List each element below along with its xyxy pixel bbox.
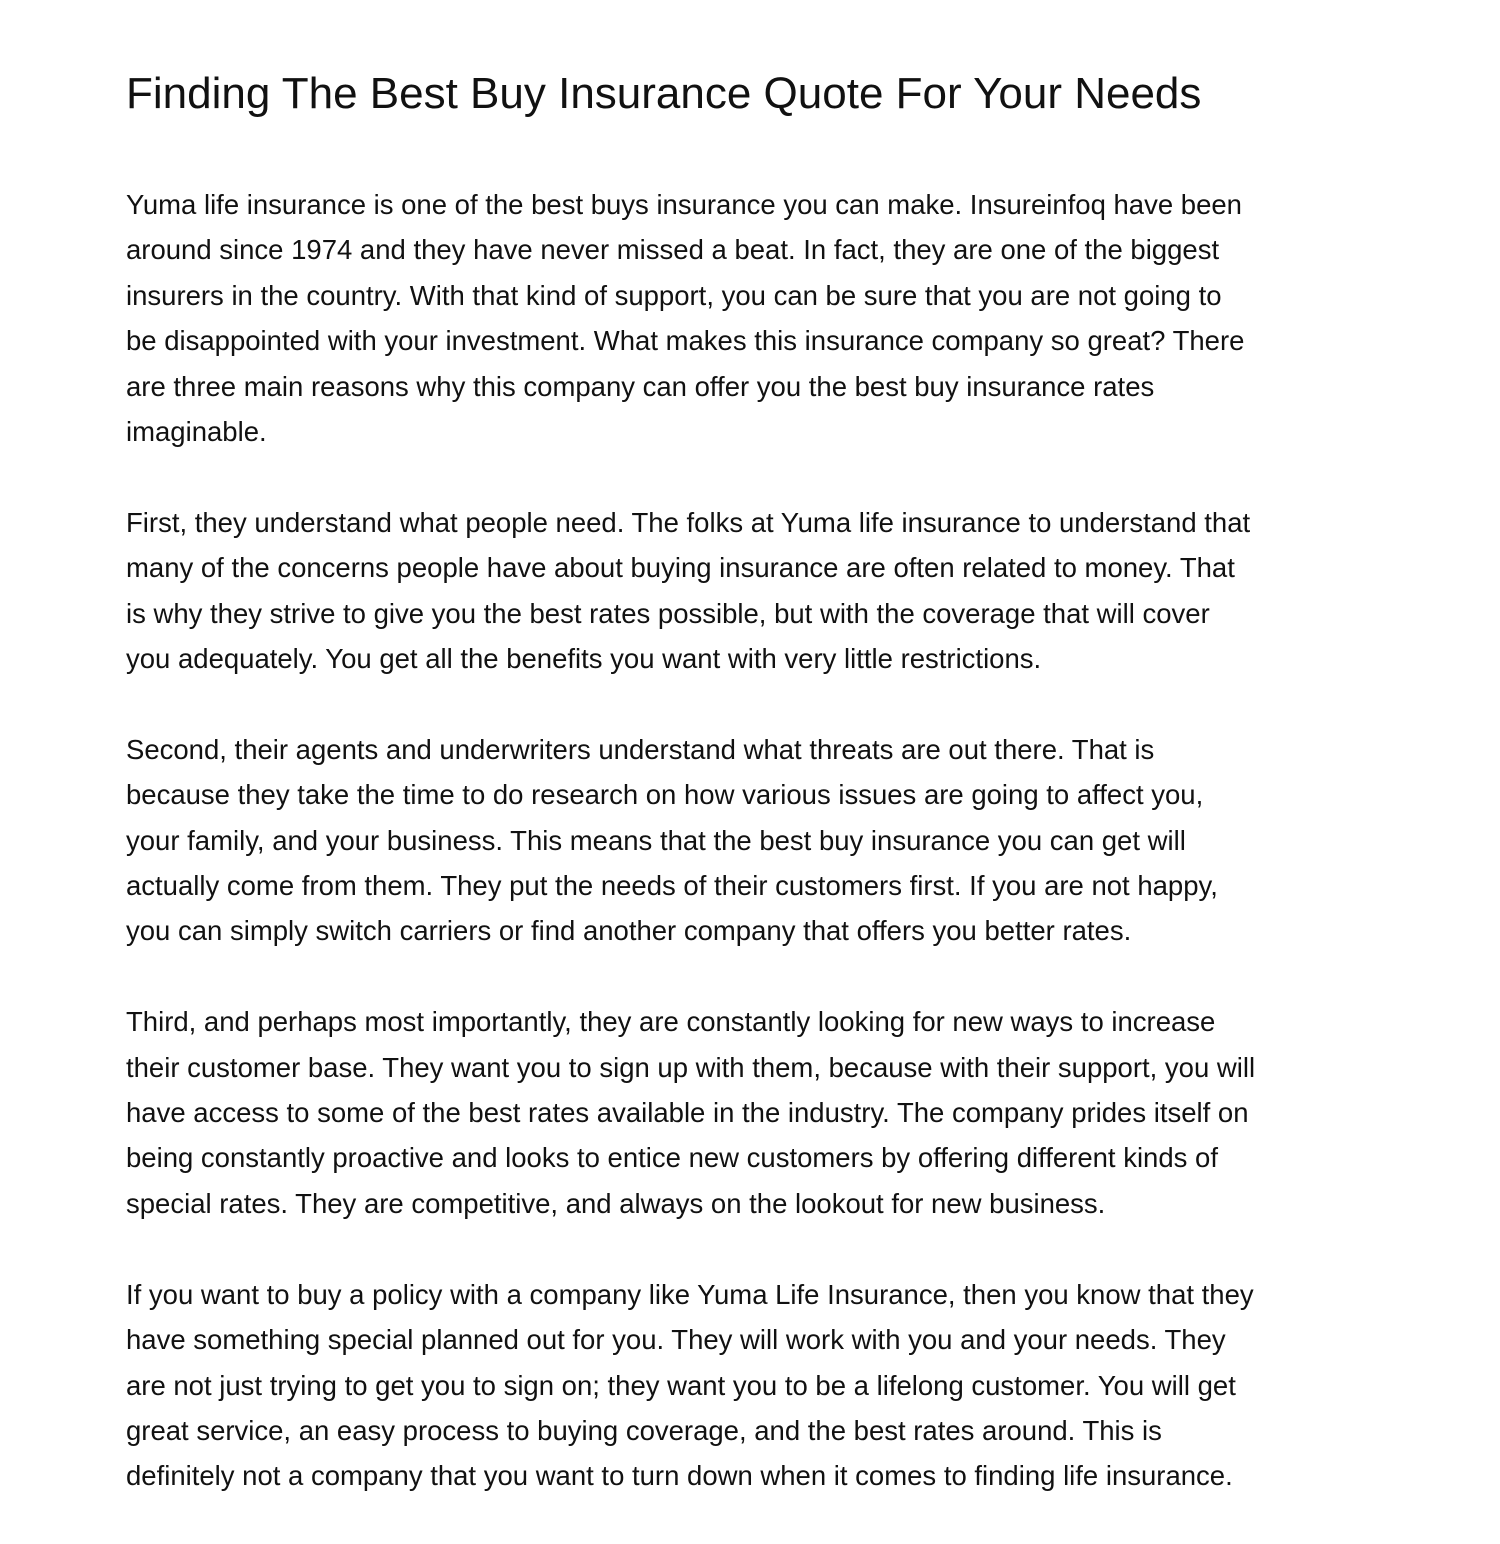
paragraph-line: Third, and perhaps most importantly, they are constantly looking for new ways to increase	[126, 1006, 1216, 1038]
paragraph-line: being constantly proactive and looks to entice new customers by offering different kinds of	[126, 1142, 1218, 1174]
paragraph-line: Second, their agents and underwriters understand what threats are out there. That is	[126, 733, 1155, 765]
paragraph-line: If you want to buy a policy with a company like Yuma Life Insurance, then you know that they	[126, 1278, 1254, 1310]
paragraph-line: their customer base. They want you to sign up with them, because with their support, you will	[126, 1051, 1256, 1083]
paragraph-line: you adequately. You get all the benefits you want with very little restrictions.	[126, 643, 1042, 675]
paragraph-first	[126, 500, 1386, 682]
paragraph-line: many of the concerns people have about buying insurance are often related to money. That	[126, 552, 1235, 584]
paragraph-line: are three main reasons why this company can offer you the best buy insurance rates	[126, 370, 1155, 402]
paragraph-line: great service, an easy process to buying coverage, and the best rates around. This is	[126, 1414, 1162, 1446]
paragraph-line: Yuma life insurance is one of the best buys insurance you can make. Insureinfoq have been	[126, 189, 1242, 220]
paragraph-line: you can simply switch carriers or find another company that offers you better rates.	[126, 915, 1132, 947]
document-page	[126, 66, 1386, 1544]
document-title: Finding The Best Buy Insurance Quote For Your Needs	[126, 69, 1202, 118]
paragraph-line: are not just trying to get you to sign on; they want you to be a lifelong customer. You will get	[126, 1369, 1236, 1401]
paragraph-second	[126, 727, 1386, 954]
paragraph-line: have something special planned out for you. They will work with you and your needs. They	[126, 1324, 1226, 1356]
paragraph-line: because they take the time to do research on how various issues are going to affect you,	[126, 779, 1204, 811]
paragraph-conclusion	[126, 1272, 1386, 1499]
paragraph-line: have access to some of the best rates available in the industry. The company prides itself on	[126, 1097, 1249, 1129]
paragraph-line: be disappointed with your investment. What makes this insurance company so great? There	[126, 325, 1245, 357]
paragraph-line: is why they strive to give you the best rates possible, but with the coverage that will cover	[126, 597, 1210, 629]
paragraph-line: your family, and your business. This means that the best buy insurance you can get will	[126, 824, 1186, 856]
paragraph-line: First, they understand what people need. The folks at Yuma life insurance to understand that	[126, 506, 1251, 538]
paragraph-line: special rates. They are competitive, and always on the lookout for new business.	[126, 1187, 1106, 1219]
paragraph-line: around since 1974 and they have never missed a beat. In fact, they are one of the biggest	[126, 234, 1220, 266]
paragraph-intro	[126, 182, 1386, 454]
paragraph-line: insurers in the country. With that kind of support, you can be sure that you are not going to	[126, 279, 1222, 311]
paragraph-line: actually come from them. They put the needs of their customers first. If you are not happy,	[126, 870, 1218, 902]
paragraph-line: imaginable.	[126, 416, 267, 448]
paragraph-third	[126, 999, 1386, 1226]
paragraph-line: definitely not a company that you want to turn down when it comes to finding life insurance.	[126, 1460, 1233, 1492]
